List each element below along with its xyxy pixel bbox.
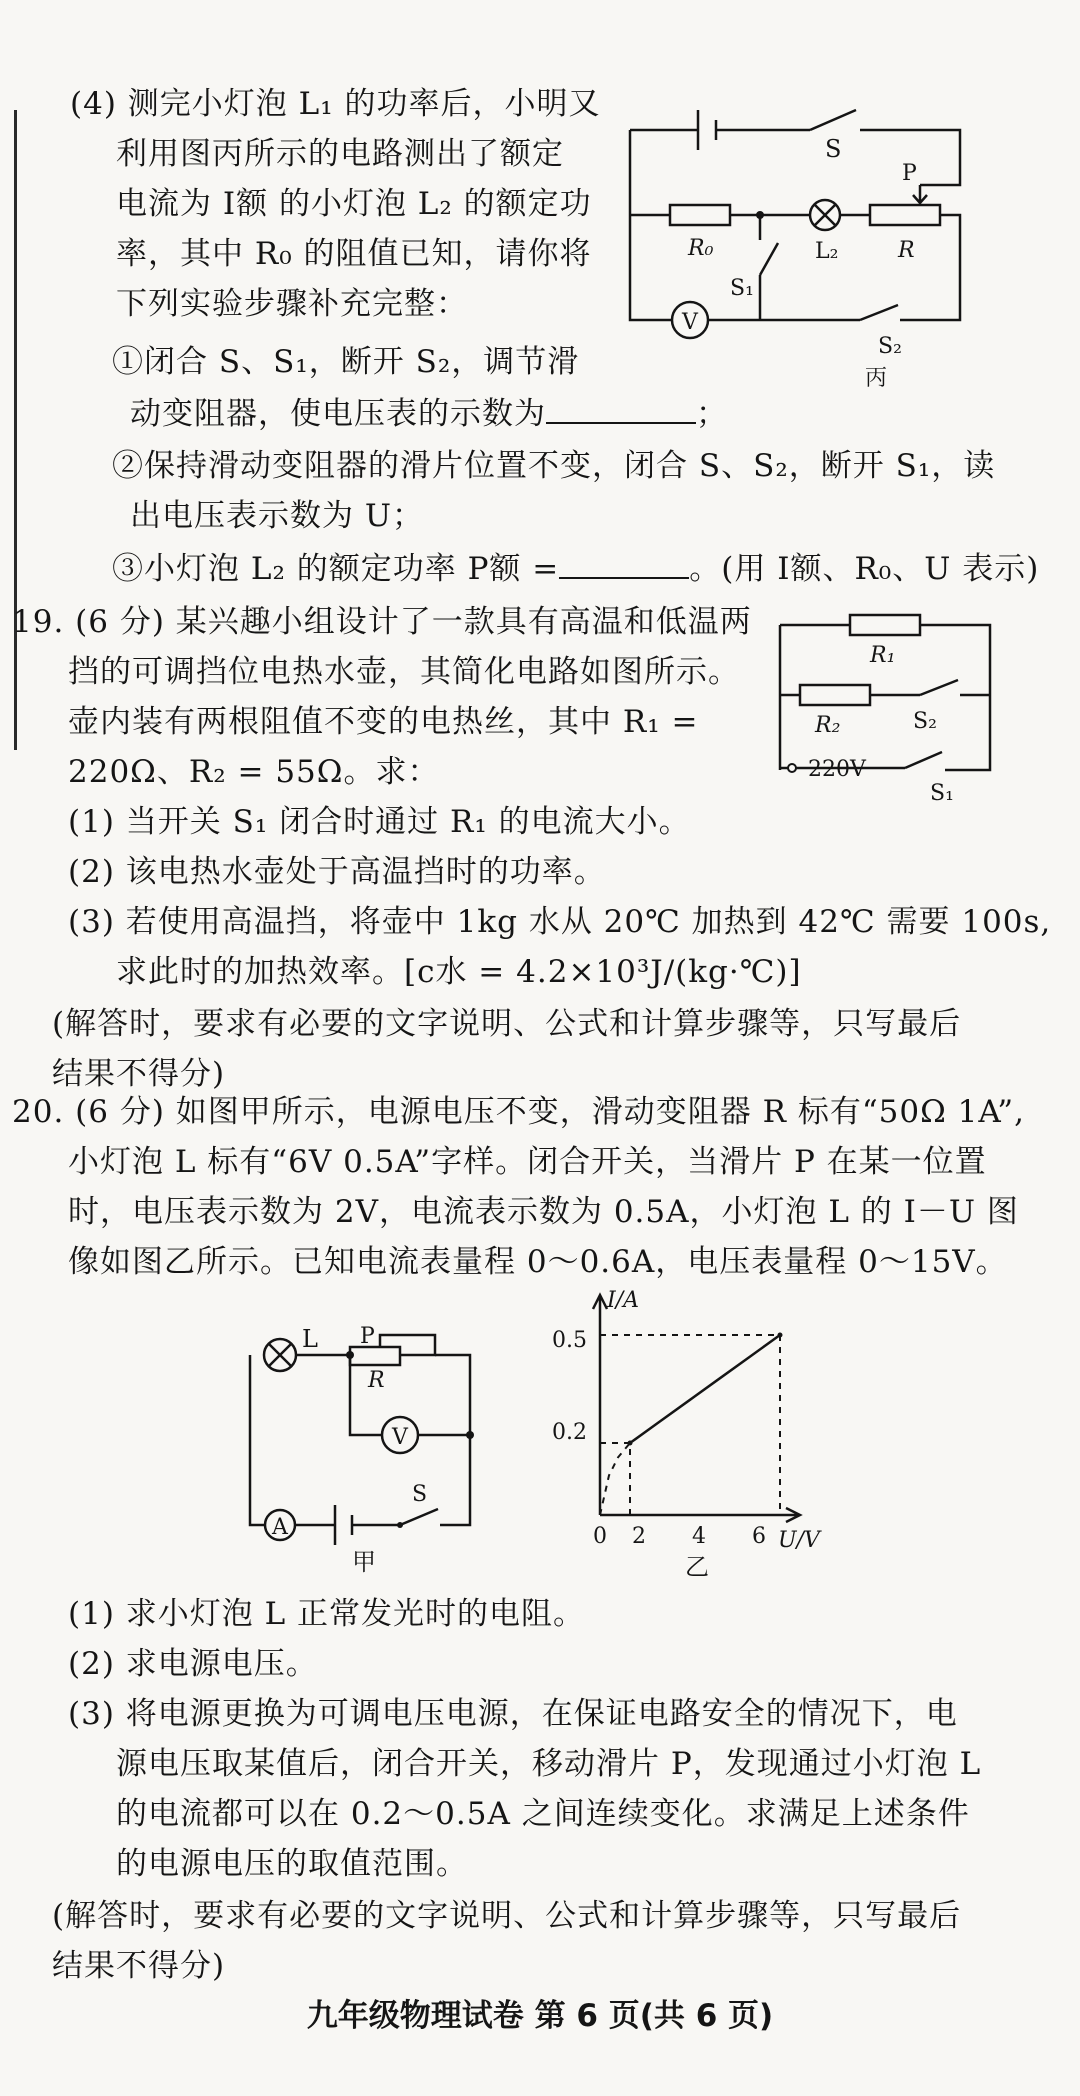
q20-question-3-cont-2: 的电流都可以在 0.2～0.5A 之间连续变化。求满足上述条件 (116, 1796, 970, 1832)
q20-question-3-cont-1: 源电压取某值后，闭合开关，移动滑片 P，发现通过小灯泡 L (116, 1746, 982, 1782)
label-v-jia: V (392, 1425, 408, 1450)
iu-curve-dashed (600, 1443, 630, 1515)
label-r-jia: R (368, 1368, 385, 1393)
label-s2: S₂ (878, 334, 902, 359)
x-axis-label: U/V (778, 1528, 820, 1553)
q18-step3-text: ③小灯泡 L₂ 的额定功率 P额 = (112, 551, 560, 587)
y-axis-label: I/A (607, 1288, 639, 1313)
y-tick-0.5: 0.5 (552, 1328, 587, 1353)
guide-line-1 (600, 1335, 780, 1515)
q18-line-2: 利用图丙所示的电路测出了额定 (116, 136, 564, 172)
y-axis (593, 1295, 607, 1515)
label-s1: S₁ (730, 276, 754, 301)
q18-step3-end: 。(用 I额、R₀、U 表示) (689, 551, 1040, 587)
switch-s (810, 110, 856, 130)
label-r: R (898, 238, 915, 263)
q18-line-1: (4) 测完小灯泡 L₁ 的功率后，小明又 (70, 86, 601, 122)
q19-question-2: (2) 该电热水壶处于高温挡时的功率。 (68, 854, 606, 890)
jia-voltmeter-wire (350, 1355, 470, 1435)
q20-note-1: (解答时，要求有必要的文字说明、公式和计算步骤等，只写最后 (52, 1898, 962, 1934)
guide-line-0 (600, 1443, 630, 1515)
q20-line-3: 时，电压表示数为 2V，电流表示数为 0.5A，小灯泡 L 的 I－U 图 (68, 1194, 1019, 1230)
figure-label-bing: 丙 (865, 366, 888, 391)
label-220v: 220V (808, 757, 866, 782)
resistor-r0 (670, 205, 730, 225)
label-r1: R₁ (870, 643, 896, 668)
jia-outer-wire (250, 1355, 470, 1525)
q19-line-4: 220Ω、R₂ = 55Ω。求： (68, 754, 440, 790)
q19-question-3: (3) 若使用高温挡，将壶中 1kg 水从 20℃ 加热到 42℃ 需要 100s, (68, 904, 1052, 940)
q20-question-2: (2) 求电源电压。 (68, 1646, 318, 1682)
q20-line-2: 小灯泡 L 标有“6V 0.5A”字样。闭合开关，当滑片 P 在某一位置 (68, 1144, 987, 1180)
q19-note-2: 结果不得分) (52, 1056, 226, 1092)
q18-step1-end: ； (696, 396, 728, 432)
label-s: S (825, 135, 842, 163)
q19-question-3-cont: 求此时的加热效率。[c水 = 4.2×10³J/(kg·℃)] (116, 954, 802, 990)
lamp-l-cross (269, 1344, 291, 1366)
q18-line-3: 电流为 I额 的小灯泡 L₂ 的额定功 (116, 186, 592, 222)
q20-line-4: 像如图乙所示。已知电流表量程 0～0.6A，电压表量程 0～15V。 (68, 1244, 1008, 1280)
binding-margin-line (14, 110, 17, 750)
rheostat-r-jia (350, 1347, 400, 1365)
q18-line-4: 率，其中 R₀ 的阻值已知，请你将 (116, 236, 592, 272)
data-point-6V (778, 1333, 783, 1338)
x-tick-4: 4 (692, 1524, 706, 1549)
circuit-figure-bing (620, 95, 980, 395)
x-tick-2: 2 (632, 1524, 646, 1549)
q20-question-3-cont-3: 的电源电压的取值范围。 (116, 1846, 468, 1882)
label-s1-q19: S₁ (930, 781, 954, 806)
q20-question-1: (1) 求小灯泡 L 正常发光时的电阻。 (68, 1596, 586, 1632)
y-tick-0.2: 0.2 (552, 1420, 587, 1445)
q19-question-1: (1) 当开关 S₁ 闭合时通过 R₁ 的电流大小。 (68, 804, 691, 840)
rheostat-slider (913, 185, 927, 203)
x-tick-6: 6 (752, 1524, 766, 1549)
q19-note-1: (解答时，要求有必要的文字说明、公式和计算步骤等，只写最后 (52, 1006, 962, 1042)
lamp-cross (814, 204, 836, 226)
q18-step2-line1: ②保持滑动变阻器的滑片位置不变，闭合 S、S₂，断开 S₁，读 (112, 448, 996, 484)
switch-pivot (397, 1522, 403, 1528)
q19-line-1: 19. (6 分) 某兴趣小组设计了一款具有高温和低温两 (12, 604, 752, 640)
terminal-left (788, 764, 796, 772)
q20-note-2: 结果不得分) (52, 1948, 226, 1984)
x-tick-0: 0 (593, 1524, 607, 1549)
q19-line-3: 壶内装有两根阻值不变的电热丝，其中 R₁ = (68, 704, 699, 740)
q18-step3 (112, 545, 1039, 593)
figure-label-jia: 甲 (352, 1548, 376, 1576)
q19-line-2: 挡的可调挡位电热水壶，其简化电路如图所示。 (68, 654, 740, 690)
answer-blank-1[interactable] (546, 392, 696, 424)
iu-curve-solid (630, 1335, 780, 1443)
rheostat-r (870, 205, 940, 225)
q18-step2-line2: 出电压表示数为 U； (130, 498, 424, 534)
node-b (466, 1431, 474, 1439)
circuit-figure-q19 (770, 600, 1000, 806)
q20-question-3: (3) 将电源更换为可调电压电源，在保证电路安全的情况下，电 (68, 1696, 958, 1732)
q18-step1-line2 (130, 390, 728, 438)
q20-line-1: 20. (6 分) 如图甲所示，电源电压不变，滑动变阻器 R 标有“50Ω 1A”, (12, 1094, 1025, 1130)
label-a: A (272, 1515, 288, 1540)
q18-step1-text: 动变阻器，使电压表的示数为 (130, 396, 546, 432)
data-point-1V (628, 1441, 633, 1446)
resistor-r2 (800, 685, 870, 705)
label-p: P (902, 161, 917, 186)
label-p-jia: P (360, 1324, 375, 1349)
circuit-figure-jia (240, 1324, 500, 1576)
label-s-jia: S (412, 1482, 428, 1507)
figure-label-yi: 乙 (685, 1553, 709, 1581)
switch-s1 (760, 243, 778, 275)
q18-line-5: 下列实验步骤补充完整： (116, 286, 468, 322)
switch-s2 (860, 305, 898, 320)
label-l: L (302, 1325, 318, 1353)
iu-graph-yi (540, 1285, 820, 1581)
label-v: V (682, 310, 698, 335)
switch-s1-q19 (905, 752, 942, 768)
answer-blank-2[interactable] (559, 547, 689, 579)
label-r0: R₀ (688, 236, 714, 261)
switch-s-jia (400, 1509, 438, 1525)
q18-step1-line1: ①闭合 S、S₁，断开 S₂，调节滑 (112, 344, 580, 380)
label-l2: L₂ (815, 239, 839, 264)
label-s2-q19: S₂ (913, 709, 937, 734)
switch-s2-q19 (920, 680, 958, 695)
resistor-r1 (850, 615, 920, 635)
label-r2: R₂ (815, 713, 841, 738)
page-footer: 九年级物理试卷 第 6 页(共 6 页) (306, 1998, 774, 2034)
